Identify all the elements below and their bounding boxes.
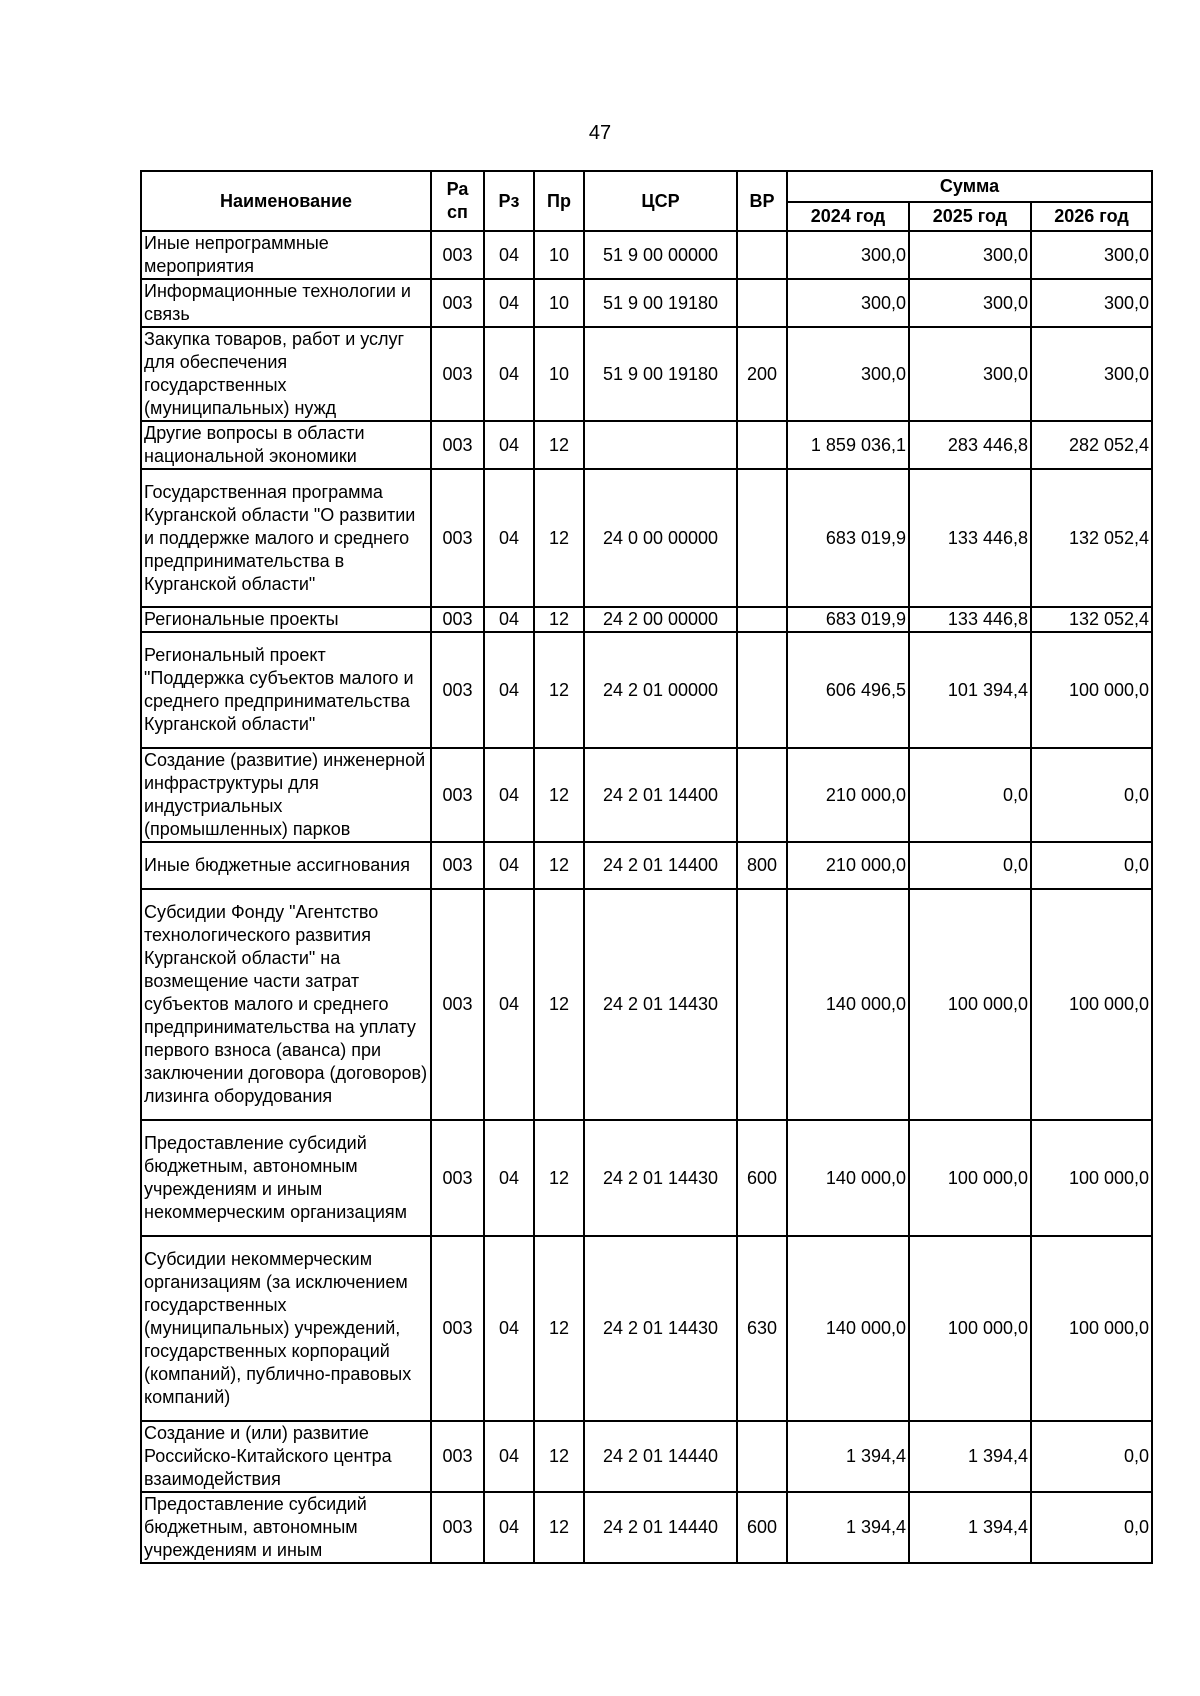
row-vr: 800 [737, 842, 787, 889]
row-vr [737, 231, 787, 279]
row-name: Региональные проекты [141, 607, 431, 632]
row-vr: 600 [737, 1120, 787, 1236]
row-csr: 24 2 01 14430 [584, 1120, 737, 1236]
row-vr [737, 279, 787, 327]
row-sum-2025: 100 000,0 [909, 1236, 1031, 1421]
row-sum-2026: 0,0 [1031, 842, 1152, 889]
row-name: Закупка товаров, работ и услуг для обеспечения государственных (муниципальных) нужд [141, 327, 431, 421]
row-sum-2024: 210 000,0 [787, 748, 909, 842]
table-row [141, 327, 1152, 421]
row-sum-2025: 0,0 [909, 748, 1031, 842]
row-rz: 04 [484, 421, 534, 469]
row-csr [584, 421, 737, 469]
row-csr: 24 2 01 00000 [584, 632, 737, 748]
row-sum-2026: 132 052,4 [1031, 607, 1152, 632]
row-rz: 04 [484, 1421, 534, 1492]
row-rz: 04 [484, 231, 534, 279]
row-name: Создание и (или) развитие Российско-Китайского центра взаимодействия [141, 1421, 431, 1492]
row-pr: 12 [534, 632, 584, 748]
row-sum-2024: 140 000,0 [787, 1120, 909, 1236]
row-sum-2026: 300,0 [1031, 327, 1152, 421]
table-row [141, 1421, 1152, 1492]
row-sum-2026: 0,0 [1031, 1421, 1152, 1492]
row-sum-2026: 100 000,0 [1031, 632, 1152, 748]
header-rasp: Ра сп [431, 171, 484, 231]
row-sum-2024: 683 019,9 [787, 607, 909, 632]
row-csr: 24 0 00 00000 [584, 469, 737, 607]
row-sum-2025: 300,0 [909, 327, 1031, 421]
row-rz: 04 [484, 632, 534, 748]
row-name: Предоставление субсидий бюджетным, автономным учреждениям и иным [141, 1492, 431, 1563]
row-rasp: 003 [431, 842, 484, 889]
row-sum-2024: 1 394,4 [787, 1492, 909, 1563]
row-rz: 04 [484, 842, 534, 889]
row-rz: 04 [484, 1236, 534, 1421]
row-vr: 600 [737, 1492, 787, 1563]
row-sum-2025: 101 394,4 [909, 632, 1031, 748]
row-vr [737, 607, 787, 632]
row-sum-2024: 210 000,0 [787, 842, 909, 889]
header-year-2024: 2024 год [787, 202, 909, 231]
row-pr: 10 [534, 327, 584, 421]
row-pr: 12 [534, 1236, 584, 1421]
row-csr: 24 2 01 14400 [584, 748, 737, 842]
table-header [141, 171, 1152, 231]
table-row [141, 1236, 1152, 1421]
table-row [141, 421, 1152, 469]
row-sum-2025: 0,0 [909, 842, 1031, 889]
row-rz: 04 [484, 327, 534, 421]
row-name: Иные непрограммные мероприятия [141, 231, 431, 279]
page-number: 47 [588, 122, 612, 144]
row-sum-2026: 282 052,4 [1031, 421, 1152, 469]
row-sum-2026: 0,0 [1031, 748, 1152, 842]
row-rz: 04 [484, 889, 534, 1120]
row-vr [737, 469, 787, 607]
row-rz: 04 [484, 1120, 534, 1236]
row-name: Создание (развитие) инженерной инфраструктуры для индустриальных (промышленных) парков [141, 748, 431, 842]
row-rasp: 003 [431, 231, 484, 279]
budget-table [140, 170, 1153, 1564]
row-sum-2025: 133 446,8 [909, 607, 1031, 632]
row-name: Субсидии Фонду "Агентство технологического развития Курганской области" на возмещение части затрат субъектов малого и среднего предпринимательства на уплату первого взноса (аванса) при заключении договора (договоров) лизинга оборудования [141, 889, 431, 1120]
table-row [141, 279, 1152, 327]
row-pr: 12 [534, 469, 584, 607]
row-sum-2025: 300,0 [909, 231, 1031, 279]
row-vr [737, 421, 787, 469]
table-row [141, 607, 1152, 632]
row-csr: 24 2 01 14440 [584, 1492, 737, 1563]
row-sum-2025: 1 394,4 [909, 1492, 1031, 1563]
row-sum-2026: 0,0 [1031, 1492, 1152, 1563]
row-pr: 12 [534, 889, 584, 1120]
row-rasp: 003 [431, 632, 484, 748]
row-pr: 10 [534, 279, 584, 327]
row-rasp: 003 [431, 607, 484, 632]
row-pr: 12 [534, 607, 584, 632]
row-name: Государственная программа Курганской области "О развитии и поддержке малого и среднего предпринимательства в Курганской области" [141, 469, 431, 607]
header-year-2026: 2026 год [1031, 202, 1152, 231]
row-sum-2026: 132 052,4 [1031, 469, 1152, 607]
row-name: Предоставление субсидий бюджетным, автономным учреждениям и иным некоммерческим организациям [141, 1120, 431, 1236]
row-sum-2024: 1 394,4 [787, 1421, 909, 1492]
row-csr: 24 2 01 14440 [584, 1421, 737, 1492]
row-vr [737, 748, 787, 842]
row-sum-2025: 283 446,8 [909, 421, 1031, 469]
row-pr: 12 [534, 421, 584, 469]
row-pr: 12 [534, 842, 584, 889]
row-rasp: 003 [431, 1236, 484, 1421]
row-sum-2024: 300,0 [787, 231, 909, 279]
row-vr [737, 1421, 787, 1492]
row-rasp: 003 [431, 327, 484, 421]
table-row [141, 632, 1152, 748]
row-rz: 04 [484, 748, 534, 842]
row-rz: 04 [484, 1492, 534, 1563]
row-name: Информационные технологии и связь [141, 279, 431, 327]
row-csr: 24 2 01 14430 [584, 1236, 737, 1421]
row-name: Другие вопросы в области национальной экономики [141, 421, 431, 469]
table-row [141, 1492, 1152, 1563]
row-csr: 51 9 00 19180 [584, 327, 737, 421]
table-row [141, 889, 1152, 1120]
header-year-2025: 2025 год [909, 202, 1031, 231]
table-row [141, 469, 1152, 607]
row-pr: 12 [534, 1421, 584, 1492]
row-sum-2025: 100 000,0 [909, 1120, 1031, 1236]
row-sum-2024: 1 859 036,1 [787, 421, 909, 469]
row-rasp: 003 [431, 469, 484, 607]
row-rasp: 003 [431, 279, 484, 327]
row-rz: 04 [484, 469, 534, 607]
row-rasp: 003 [431, 1421, 484, 1492]
header-vr: ВР [737, 171, 787, 231]
table-row [141, 842, 1152, 889]
table-row [141, 231, 1152, 279]
row-csr: 24 2 01 14430 [584, 889, 737, 1120]
row-sum-2025: 100 000,0 [909, 889, 1031, 1120]
row-rasp: 003 [431, 889, 484, 1120]
row-sum-2024: 606 496,5 [787, 632, 909, 748]
row-pr: 10 [534, 231, 584, 279]
row-name: Региональный проект "Поддержка субъектов малого и среднего предпринимательства Курганской области" [141, 632, 431, 748]
header-pr: Пр [534, 171, 584, 231]
table-body [141, 231, 1152, 1563]
row-rasp: 003 [431, 748, 484, 842]
row-name: Иные бюджетные ассигнования [141, 842, 431, 889]
row-csr: 51 9 00 00000 [584, 231, 737, 279]
row-rasp: 003 [431, 421, 484, 469]
row-sum-2026: 300,0 [1031, 231, 1152, 279]
row-csr: 24 2 01 14400 [584, 842, 737, 889]
row-rz: 04 [484, 607, 534, 632]
header-sum: Сумма [787, 171, 1152, 202]
table-row [141, 748, 1152, 842]
row-vr [737, 889, 787, 1120]
row-sum-2026: 100 000,0 [1031, 1236, 1152, 1421]
row-sum-2025: 133 446,8 [909, 469, 1031, 607]
table-row [141, 1120, 1152, 1236]
header-rz: Рз [484, 171, 534, 231]
row-vr: 630 [737, 1236, 787, 1421]
row-sum-2026: 100 000,0 [1031, 1120, 1152, 1236]
row-sum-2026: 100 000,0 [1031, 889, 1152, 1120]
row-vr: 200 [737, 327, 787, 421]
row-sum-2024: 140 000,0 [787, 1236, 909, 1421]
row-csr: 51 9 00 19180 [584, 279, 737, 327]
header-name: Наименование [141, 171, 431, 231]
row-pr: 12 [534, 1120, 584, 1236]
row-pr: 12 [534, 748, 584, 842]
row-csr: 24 2 00 00000 [584, 607, 737, 632]
row-vr [737, 632, 787, 748]
row-rz: 04 [484, 279, 534, 327]
row-pr: 12 [534, 1492, 584, 1563]
row-sum-2026: 300,0 [1031, 279, 1152, 327]
row-rasp: 003 [431, 1492, 484, 1563]
row-name: Субсидии некоммерческим организациям (за исключением государственных (муниципальных) учреждений, государственных корпораций (компаний), публично-правовых компаний) [141, 1236, 431, 1421]
row-sum-2025: 300,0 [909, 279, 1031, 327]
row-sum-2024: 300,0 [787, 327, 909, 421]
row-sum-2024: 683 019,9 [787, 469, 909, 607]
row-rasp: 003 [431, 1120, 484, 1236]
row-sum-2024: 140 000,0 [787, 889, 909, 1120]
header-csr: ЦСР [584, 171, 737, 231]
row-sum-2025: 1 394,4 [909, 1421, 1031, 1492]
row-sum-2024: 300,0 [787, 279, 909, 327]
